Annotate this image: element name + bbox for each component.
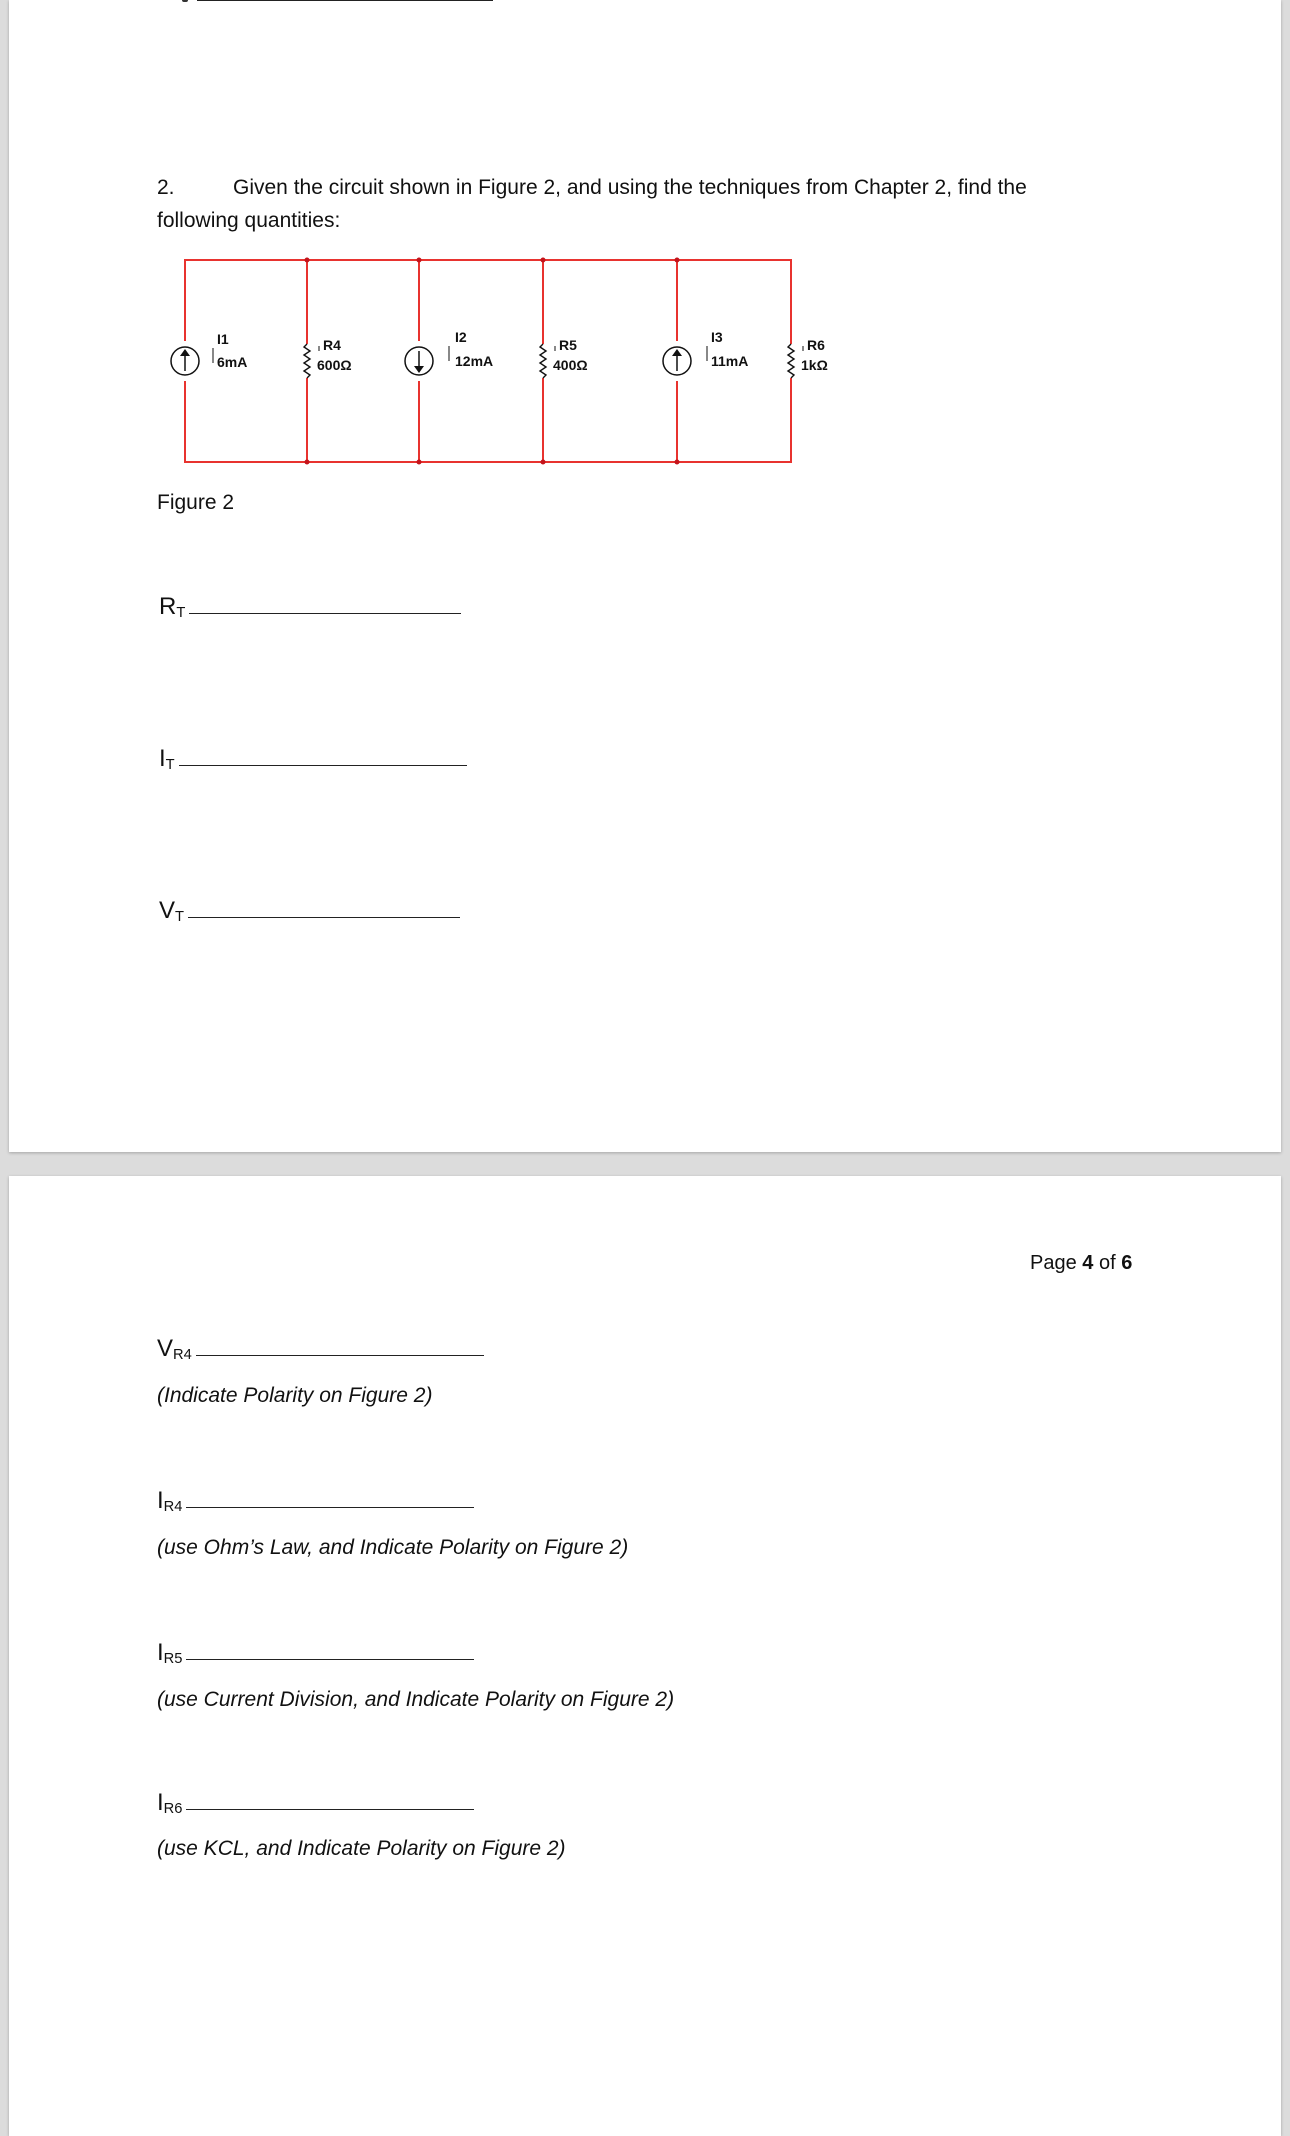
ir5-answer-blank[interactable] (186, 1641, 474, 1660)
previous-answer-marker (182, 0, 188, 2)
label-r4-value: 600Ω (317, 357, 352, 373)
current-source-i1 (171, 341, 199, 381)
page-of: of (1093, 1252, 1122, 1274)
ir5-symbol: I (157, 1639, 164, 1666)
rt-subscript: T (176, 604, 186, 621)
page-number (1030, 1248, 1132, 1279)
ir4-symbol: I (157, 1487, 164, 1514)
label-i1-name: I1 (217, 331, 229, 347)
page-current: 4 (1082, 1252, 1094, 1274)
ir4-subscript: R4 (163, 1498, 183, 1515)
ir5-note: (use Current Division, and Indicate Polarity on Figure 2) (157, 1688, 675, 1711)
ir4-answer-blank[interactable] (186, 1489, 474, 1508)
question-vt (159, 892, 460, 929)
question-text-line2: following quantities: (157, 209, 341, 232)
label-i2-name: I2 (455, 329, 467, 345)
question-it (159, 740, 467, 777)
resistor-r6 (785, 344, 797, 378)
vr4-subscript: R4 (173, 1346, 192, 1363)
current-source-i3 (663, 341, 691, 381)
label-i3-name: I3 (711, 329, 723, 345)
question-ir6 (157, 1784, 474, 1821)
label-r5-name: R5 (559, 337, 577, 353)
circuit-diagram (159, 250, 828, 470)
label-i3-value: 11mA (711, 353, 749, 369)
rt-answer-blank[interactable] (189, 595, 461, 614)
label-r5-value: 400Ω (553, 357, 588, 373)
document-page-bottom (9, 1176, 1281, 2136)
resistor-r4 (301, 344, 313, 378)
ir4-note: (use Ohm’s Law, and Indicate Polarity on Figure 2) (157, 1536, 629, 1559)
current-source-i2 (405, 341, 433, 381)
question-ir4 (157, 1482, 474, 1519)
page-prefix: Page (1030, 1252, 1083, 1274)
question-rt (159, 588, 461, 625)
question-text-line1: Given the circuit shown in Figure 2, and using the techniques from Chapter 2, find the (233, 176, 1027, 199)
question-ir5 (157, 1634, 474, 1671)
ir5-subscript: R5 (163, 1650, 183, 1667)
vt-answer-blank[interactable] (188, 899, 460, 918)
label-r6-name: R6 (807, 337, 825, 353)
vr4-note: (Indicate Polarity on Figure 2) (157, 1384, 433, 1407)
label-r6-value: 1kΩ (801, 357, 828, 373)
vr4-answer-blank[interactable] (196, 1337, 484, 1356)
label-i1-value: 6mA (217, 354, 248, 370)
question-number: 2. (157, 176, 175, 199)
it-symbol: I (159, 745, 166, 772)
ir6-symbol: I (157, 1789, 164, 1816)
vt-subscript: T (175, 908, 184, 925)
label-i2-value: 12mA (455, 353, 494, 369)
figure-caption: Figure 2 (157, 491, 235, 514)
previous-answer-line (197, 0, 493, 1)
vr4-symbol: V (157, 1335, 174, 1362)
it-subscript: T (165, 756, 175, 773)
ir6-subscript: R6 (163, 1800, 183, 1817)
ir6-note: (use KCL, and Indicate Polarity on Figure 2) (157, 1837, 566, 1860)
vt-symbol: V (159, 897, 176, 924)
label-r4-name: R4 (323, 337, 341, 353)
page-total: 6 (1121, 1252, 1133, 1274)
ir6-answer-blank[interactable] (186, 1791, 474, 1810)
rt-symbol: R (159, 593, 177, 620)
it-answer-blank[interactable] (179, 747, 467, 766)
question-vr4 (157, 1330, 484, 1367)
resistor-r5 (537, 344, 549, 378)
document-page-top (9, 0, 1281, 1152)
